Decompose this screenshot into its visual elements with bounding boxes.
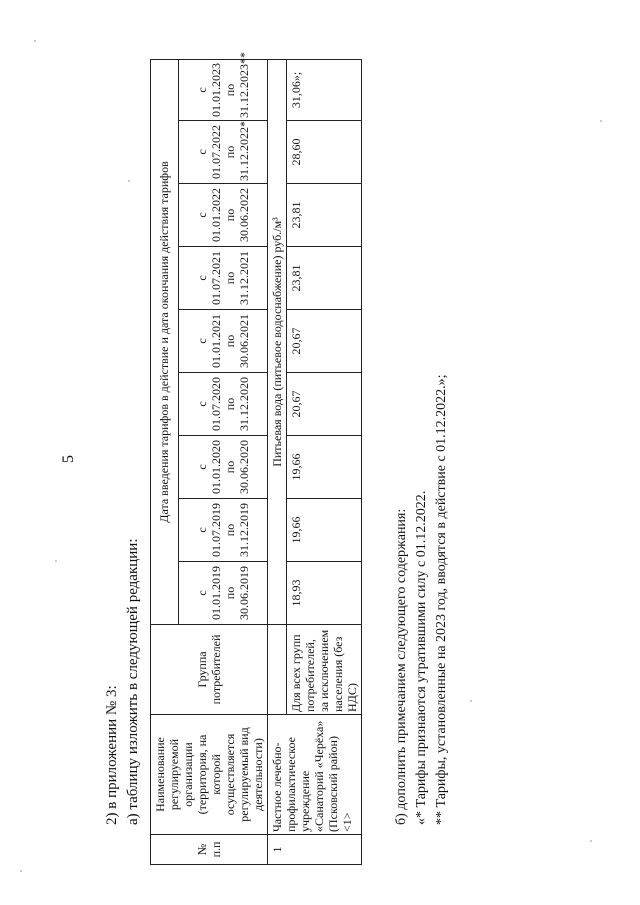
row-org: Частное лечебно-профилактическое учреждение «Санаторий «Черёха» (Псковский район) <1> [268, 715, 362, 835]
period-cell: с 01.01.2023 по 31.12.2023** [178, 60, 267, 121]
header-row-1 [151, 60, 179, 865]
header-num: № п.п [151, 835, 268, 865]
section-blank [268, 625, 287, 715]
notes-line-3: ** Тарифы, установленные на 2023 год, вводятся в действие с 01.12.2022.»; [434, 374, 449, 825]
value-cell: 31,06»; [287, 60, 362, 121]
period-cell: с 01.01.2021 по 30.06.2021 [178, 310, 267, 373]
intro-line-1: 2) в приложении № 3: [104, 685, 120, 825]
period-cell: с 01.01.2019 по 30.06.2019 [178, 562, 267, 625]
period-cell: с 01.01.2022 по 30.06.2022 [178, 184, 267, 247]
page-number: 5 [60, 455, 77, 463]
notes-line-2: «* Тарифы признаются утратившими силу с 01.12.2022. [414, 490, 429, 825]
value-cell: 19,66 [287, 499, 362, 562]
value-cell: 19,66 [287, 436, 362, 499]
period-cell: с 01.07.2020 по 31.12.2020 [178, 373, 267, 436]
notes-block [392, 374, 452, 825]
notes-line-1: б) дополнить примечанием следующего содержания: [394, 508, 409, 825]
period-cell: с 01.07.2021 по 31.12.2021 [178, 247, 267, 310]
period-cell: с 01.07.2019 по 31.12.2019 [178, 499, 267, 562]
value-cell: 23,81 [287, 247, 362, 310]
section-title: Питьевая вода (питьевое водоснабжение) руб./м³ [268, 60, 287, 625]
header-group: Группа потребителей [151, 625, 268, 715]
row-group: Для всех групп потребителей, за исключением населения (без НДС) [287, 625, 362, 715]
value-cell: 20,67 [287, 373, 362, 436]
value-cell: 20,67 [287, 310, 362, 373]
value-cell: 28,60 [287, 121, 362, 184]
value-cell: 23,81 [287, 184, 362, 247]
header-org: Наименование регулируемой организации (территория, на которой осуществляется регулируемый вид деятельности) [151, 715, 268, 835]
row-num: 1 [268, 835, 362, 865]
period-cell: с 01.01.2020 по 30.06.2020 [178, 436, 267, 499]
tariff-table [150, 52, 362, 865]
intro-line-2: а) таблицу изложить в следующей редакции: [125, 538, 141, 825]
header-dates: Дата введения тарифов в действие и дата окончания действия тарифов [151, 60, 179, 625]
period-cell: с 01.07.2022 по 31.12.2022* [178, 121, 267, 184]
intro-text [102, 539, 144, 826]
section-row [268, 60, 287, 865]
value-cell: 18,93 [287, 562, 362, 625]
